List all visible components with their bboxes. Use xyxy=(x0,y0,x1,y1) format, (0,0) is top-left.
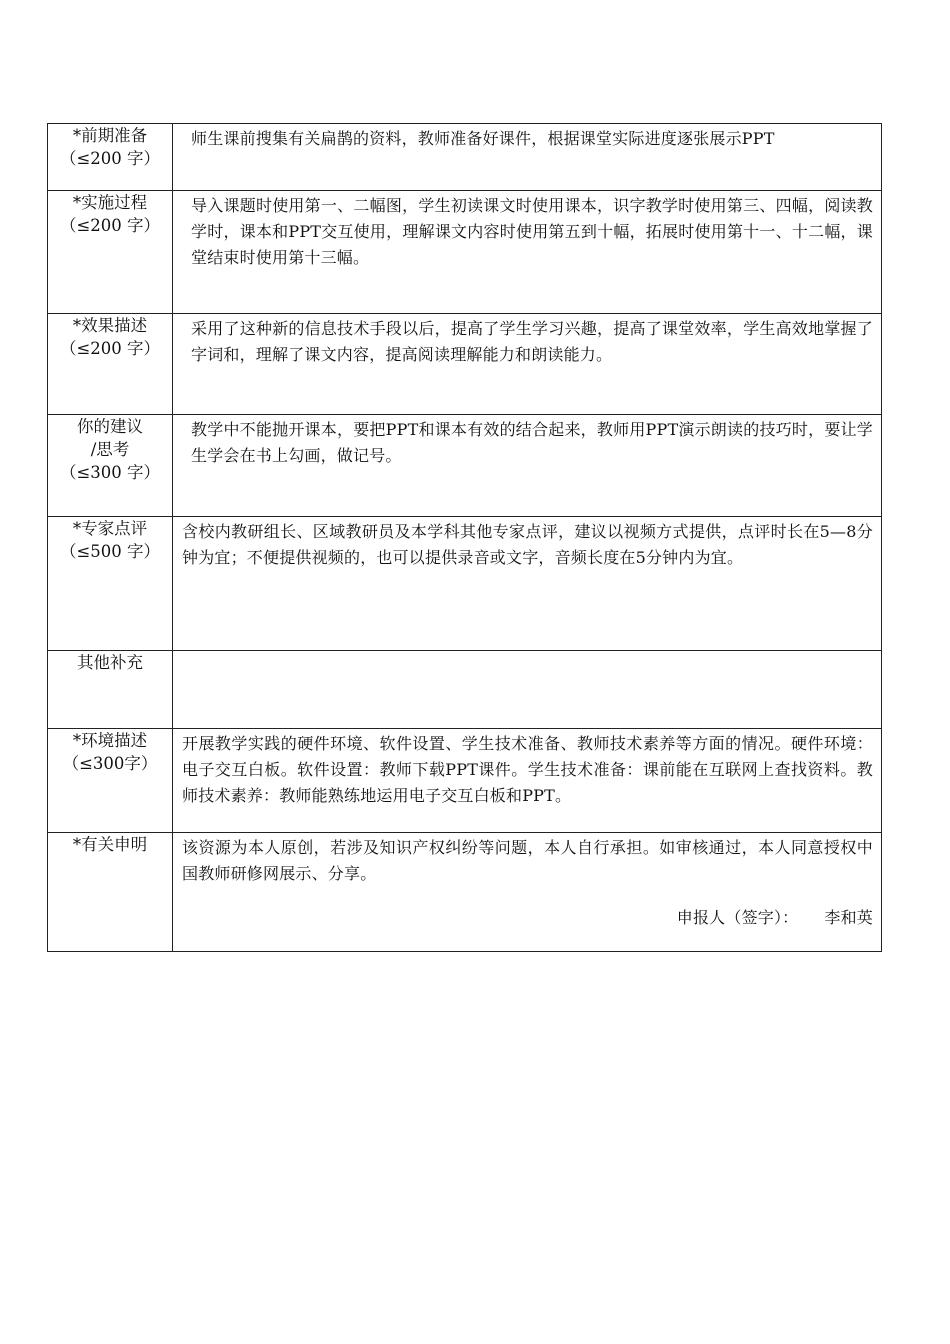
content-suggestion xyxy=(173,415,882,517)
content-text: 师生课前搜集有关扁鹊的资料，教师准备好课件，根据课堂实际进度逐张展示PPT xyxy=(191,129,775,148)
row-declaration xyxy=(48,833,882,952)
row-expert-review xyxy=(48,517,882,651)
row-preparation xyxy=(48,124,882,191)
content-implementation xyxy=(173,191,882,314)
label-line: /思考 xyxy=(90,440,130,459)
label-line: 其他补充 xyxy=(77,653,143,672)
label-line: （≤300 字） xyxy=(59,463,161,482)
label-line: 你的建议 xyxy=(77,417,143,436)
label-line: （≤200 字） xyxy=(59,149,161,168)
content-text: 导入课题时使用第一、二幅图，学生初读课文时使用课本，识字教学时使用第三、四幅，阅读教学时，课本和PPT交互使用，理解课文内容时使用第五到十幅，拓展时使用第十一、十二幅，课堂结束时使用第十三幅。 xyxy=(191,196,873,267)
label-implementation xyxy=(48,191,173,314)
content-text: 含校内教研组长、区域教研员及本学科其他专家点评，建议以视频方式提供，点评时长在5—8分钟为宜；不便提供视频的，也可以提供录音或文字，音频长度在5分钟内为宜。 xyxy=(182,522,873,567)
label-line: （≤500 字） xyxy=(59,542,161,561)
content-declaration xyxy=(173,833,882,952)
row-effect xyxy=(48,314,882,415)
content-environment xyxy=(173,729,882,833)
content-text: 该资源为本人原创，若涉及知识产权纠纷等问题，本人自行承担。如审核通过，本人同意授权中国教师研修网展示、分享。 xyxy=(182,838,873,883)
label-line: *专家点评 xyxy=(72,519,148,538)
label-expert-review xyxy=(48,517,173,651)
label-effect xyxy=(48,314,173,415)
content-text: 开展教学实践的硬件环境、软件设置、学生技术准备、教师技术素养等方面的情况。硬件环境：电子交互白板。软件设置：教师下载PPT课件。学生技术准备：课前能在互联网上查找资料。教师技术素养：教师能熟练地运用电子交互白板和PPT。 xyxy=(182,734,873,805)
signature-line xyxy=(173,905,881,931)
label-preparation xyxy=(48,124,173,191)
label-line: （≤200 字） xyxy=(59,216,161,235)
signature-label: 申报人（签字）： xyxy=(676,908,799,927)
row-environment xyxy=(48,729,882,833)
label-line: （≤300字） xyxy=(62,754,158,773)
application-form-table xyxy=(47,123,882,952)
row-suggestion xyxy=(48,415,882,517)
label-other xyxy=(48,651,173,729)
row-other xyxy=(48,651,882,729)
content-text: 采用了这种新的信息技术手段以后，提高了学生学习兴趣，提高了课堂效率，学生高效地掌握了字词和，理解了课文内容，提高阅读理解能力和朗读能力。 xyxy=(191,319,873,364)
label-declaration xyxy=(48,833,173,952)
label-suggestion xyxy=(48,415,173,517)
content-other xyxy=(173,651,882,729)
content-text xyxy=(173,651,881,653)
label-line: *前期准备 xyxy=(72,126,148,145)
content-preparation xyxy=(173,124,882,191)
label-line: *环境描述 xyxy=(72,731,148,750)
signature-name: 李和英 xyxy=(824,908,873,927)
row-implementation xyxy=(48,191,882,314)
label-environment xyxy=(48,729,173,833)
label-line: （≤200 字） xyxy=(59,339,161,358)
label-line: *有关申明 xyxy=(72,835,148,854)
label-line: *实施过程 xyxy=(72,193,148,212)
content-text: 教学中不能抛开课本，要把PPT和课本有效的结合起来，教师用PPT演示朗读的技巧时，要让学生学会在书上勾画，做记号。 xyxy=(191,420,873,465)
content-effect xyxy=(173,314,882,415)
content-expert-review xyxy=(173,517,882,651)
label-line: *效果描述 xyxy=(72,316,148,335)
